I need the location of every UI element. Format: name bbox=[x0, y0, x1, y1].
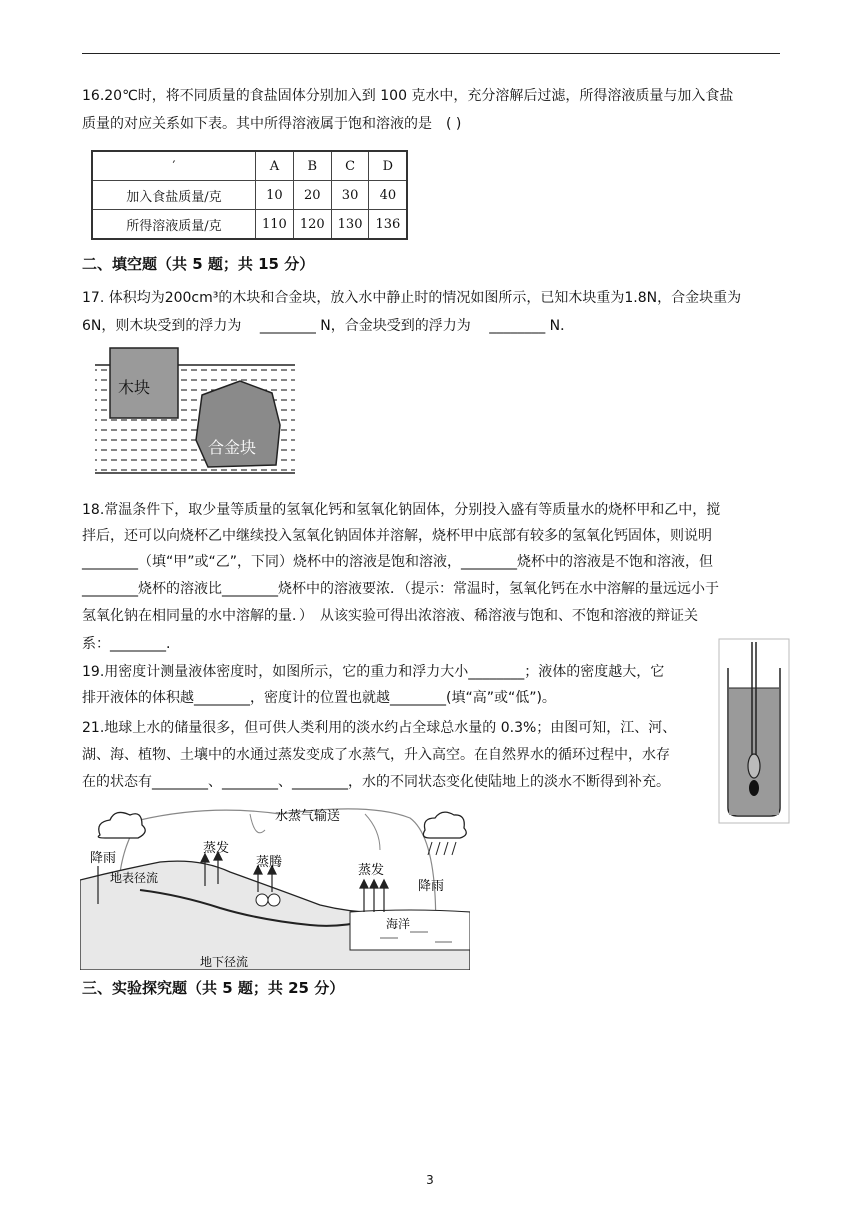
q16-table bbox=[91, 150, 408, 240]
water-cycle-figure bbox=[80, 800, 470, 970]
table-cell: 110 bbox=[256, 210, 294, 240]
table-col-header: B bbox=[293, 151, 331, 181]
q18-line-2: 拌后，还可以向烧杯乙中继续投入氢氧化钠固体并溶解，烧杯甲中底部有较多的氢氧化钙固体，则说明 bbox=[82, 528, 712, 544]
table-cell: 20 bbox=[293, 181, 331, 210]
q21-line-1: 21.地球上水的储量很多，但可供人类利用的淡水约占全球总水量的 0.3%；由图可知，江、河、 bbox=[82, 720, 677, 736]
section-2-title: 二、填空题（共 5 题；共 15 分） bbox=[82, 255, 315, 273]
table-cell: 10 bbox=[256, 181, 294, 210]
table-cell: 130 bbox=[331, 210, 369, 240]
groundwater-label: 地下径流 bbox=[200, 955, 249, 969]
table-cell: 120 bbox=[293, 210, 331, 240]
buoyancy-figure bbox=[90, 345, 300, 475]
table-row-label: 所得溶液质量/克 bbox=[92, 210, 256, 240]
table-col-header: D bbox=[369, 151, 407, 181]
q18-line-5: 氢氧化钠在相同量的水中溶解的量．） 从该实验可得出浓溶液、稀溶液与饱和、不饱和溶液的辩证关 bbox=[82, 608, 698, 624]
hydrometer-figure bbox=[718, 638, 790, 824]
q18-line-1: 18.常温条件下，取少量等质量的氢氧化钙和氢氧化钠固体，分别投入盛有等质量水的烧杯甲和乙中，搅 bbox=[82, 502, 721, 518]
table-cell: 30 bbox=[331, 181, 369, 210]
q21-line-3: 在的状态有________、________、________，水的不同状态变化使陆地上的淡水不断得到补充。 bbox=[82, 774, 670, 790]
evaporation-label-2: 蒸发 bbox=[358, 863, 385, 878]
q18-line-4: ________烧杯的溶液比________烧杯中的溶液要浓．（提示：常温时，氢氧化钙在水中溶解的量远远小于 bbox=[82, 581, 719, 597]
q18-line-3: ________（填“甲”或“乙”，下同）烧杯中的溶液是饱和溶液，________烧杯中的溶液是不饱和溶液，但 bbox=[82, 554, 714, 570]
table-cell: 136 bbox=[369, 210, 407, 240]
page-number: 3 bbox=[426, 1173, 434, 1187]
q18-line-6: 系：________. bbox=[82, 636, 171, 652]
table-col-header: C bbox=[331, 151, 369, 181]
q17-line-2: 6N，则木块受到的浮力为 ________ N，合金块受到的浮力为 ________ N． bbox=[82, 318, 575, 334]
q19-line-2: 排开液体的体积越________，密度计的位置也就越________(填“高”或“低”)。 bbox=[82, 690, 556, 706]
q16-line-1: 16.20℃时，将不同质量的食盐固体分别加入到 100 克水中，充分溶解后过滤，所得溶液质量与加入食盐 bbox=[82, 88, 734, 104]
transpiration-label: 蒸腾 bbox=[256, 855, 283, 870]
rain-left-label: 降雨 bbox=[90, 851, 117, 866]
table-cell: 40 bbox=[369, 181, 407, 210]
table-row-label: 加入食盐质量/克 bbox=[92, 181, 256, 210]
vapor-transport-label: 水蒸气输送 bbox=[275, 809, 341, 824]
rain-right-label: 降雨 bbox=[418, 879, 445, 894]
wood-label: 木块 bbox=[118, 378, 151, 397]
alloy-label: 合金块 bbox=[208, 438, 257, 457]
table-col-header: A bbox=[256, 151, 294, 181]
evaporation-label-1: 蒸发 bbox=[203, 841, 230, 856]
header-rule bbox=[82, 53, 780, 54]
section-3-title: 三、实验探究题（共 5 题；共 25 分） bbox=[82, 979, 345, 997]
ocean-label: 海洋 bbox=[386, 917, 411, 931]
q21-line-2: 湖、海、植物、土壤中的水通过蒸发变成了水蒸气，升入高空。在自然界水的循环过程中，水存 bbox=[82, 747, 670, 763]
q16-line-2: 质量的对应关系如下表。其中所得溶液属于饱和溶液的是 ( ) bbox=[82, 116, 462, 132]
q17-line-1: 17. 体积均为200cm³的木块和合金块，放入水中静止时的情况如图所示，已知木块重为1.8N，合金块重为 bbox=[82, 290, 742, 306]
surface-runoff-label: 地表径流 bbox=[110, 871, 159, 885]
q19-line-1: 19.用密度计测量液体密度时，如图所示，它的重力和浮力大小________；液体的密度越大，它 bbox=[82, 664, 665, 680]
table-corner: ′ bbox=[92, 151, 256, 181]
